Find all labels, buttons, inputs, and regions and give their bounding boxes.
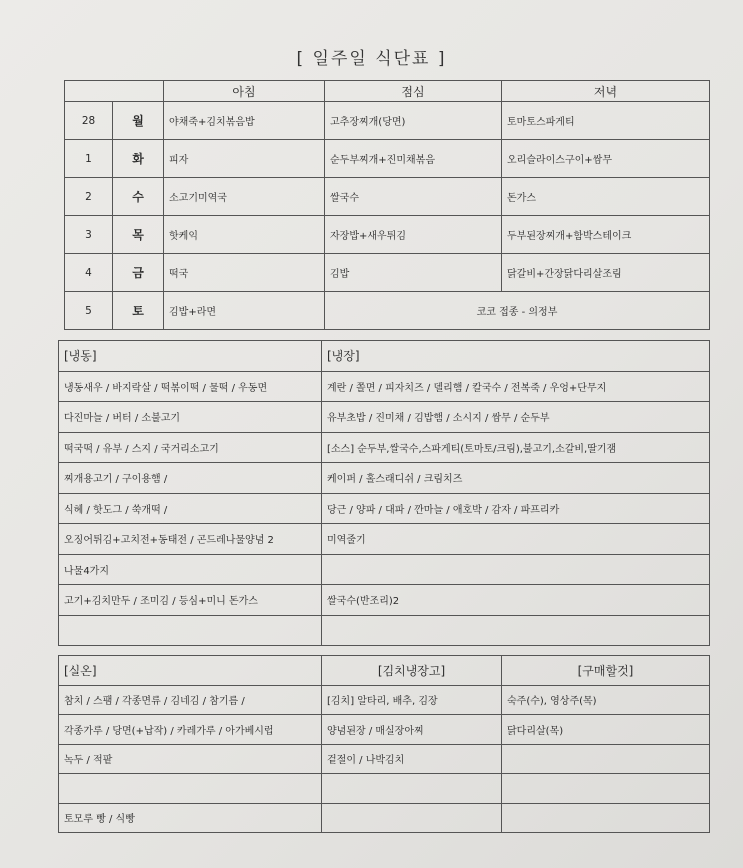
dinner-cell: 오리슬라이스구이+쌈무 bbox=[502, 140, 710, 178]
room-temp-item: 참치 / 스팸 / 각종면류 / 김네김 / 참기름 / bbox=[59, 685, 322, 715]
pantry-header-row bbox=[59, 656, 710, 686]
date-cell: 2 bbox=[65, 178, 113, 216]
shopping-item: 숙주(수), 영상주(목) bbox=[502, 685, 710, 715]
date-cell: 4 bbox=[65, 254, 113, 292]
breakfast-cell: 떡국 bbox=[164, 254, 325, 292]
storage-row bbox=[59, 493, 710, 524]
lunch-dinner-merged-cell: 코코 접종 - 의정부 bbox=[325, 292, 710, 330]
shopping-item: 닭다리살(목) bbox=[502, 715, 710, 745]
freezer-item: 떡국떡 / 유부 / 스지 / 국거리소고기 bbox=[59, 432, 322, 463]
weekday-cell: 목 bbox=[113, 216, 164, 254]
shopping-title: [구매할것] bbox=[502, 656, 710, 686]
freezer-item: 고기+김치만두 / 조미김 / 등심+미니 돈가스 bbox=[59, 585, 322, 616]
room-temp-item: 토모루 빵 / 식빵 bbox=[59, 803, 322, 833]
kimchi-item: [김치] 알타리, 배추, 김장 bbox=[322, 685, 502, 715]
pantry-row bbox=[59, 715, 710, 745]
lunch-cell: 순두부찌개+진미채볶음 bbox=[325, 140, 502, 178]
fridge-item: 유부초밥 / 진미채 / 김밥햄 / 소시지 / 쌈무 / 순두부 bbox=[322, 402, 710, 433]
kimchi-item bbox=[322, 774, 502, 804]
storage-row bbox=[59, 524, 710, 555]
shopping-item bbox=[502, 803, 710, 833]
storage-row bbox=[59, 463, 710, 494]
shopping-item bbox=[502, 774, 710, 804]
fridge-item: 케이퍼 / 홀스래디쉬 / 크림치즈 bbox=[322, 463, 710, 494]
freezer-item: 다진마늘 / 버터 / 소불고기 bbox=[59, 402, 322, 433]
weekday-cell: 토 bbox=[113, 292, 164, 330]
date-cell: 3 bbox=[65, 216, 113, 254]
date-cell: 1 bbox=[65, 140, 113, 178]
breakfast-cell: 피자 bbox=[164, 140, 325, 178]
date-cell: 28 bbox=[65, 102, 113, 140]
storage-row bbox=[59, 585, 710, 616]
breakfast-cell: 김밥+라면 bbox=[164, 292, 325, 330]
day-row bbox=[65, 102, 710, 140]
weekday-cell: 수 bbox=[113, 178, 164, 216]
lunch-cell: 자장밥+새우튀김 bbox=[325, 216, 502, 254]
fridge-item: 당근 / 양파 / 대파 / 깐마늘 / 애호박 / 감자 / 파프리카 bbox=[322, 493, 710, 524]
fridge-item bbox=[322, 554, 710, 585]
dinner-cell: 토마토스파게티 bbox=[502, 102, 710, 140]
weekly-meal-table bbox=[64, 80, 710, 330]
kimchi-item bbox=[322, 803, 502, 833]
fridge-item: [소스] 순두부,쌀국수,스파게티(토마토/크림),불고기,소갈비,딸기잼 bbox=[322, 432, 710, 463]
freezer-item bbox=[59, 615, 322, 646]
storage-header-row bbox=[59, 341, 710, 372]
freezer-item: 나물4가지 bbox=[59, 554, 322, 585]
fridge-item: 쌀국수(반조리)2 bbox=[322, 585, 710, 616]
breakfast-cell: 야채죽+김치볶음밥 bbox=[164, 102, 325, 140]
day-row bbox=[65, 216, 710, 254]
header-dinner: 저녁 bbox=[502, 81, 710, 102]
fridge-title: [냉장] bbox=[322, 341, 710, 372]
storage-row bbox=[59, 615, 710, 646]
meal-header-row bbox=[65, 81, 710, 102]
freezer-item: 식혜 / 핫도그 / 쑥개떡 / bbox=[59, 493, 322, 524]
storage-row bbox=[59, 402, 710, 433]
freezer-item: 오징어튀김+고치전+동태전 / 곤드레나물양념 2 bbox=[59, 524, 322, 555]
storage-row bbox=[59, 432, 710, 463]
pantry-table bbox=[58, 655, 710, 833]
dinner-cell: 두부된장찌개+함박스테이크 bbox=[502, 216, 710, 254]
day-row bbox=[65, 140, 710, 178]
weekday-cell: 화 bbox=[113, 140, 164, 178]
storage-row bbox=[59, 554, 710, 585]
shopping-item bbox=[502, 744, 710, 774]
dinner-cell: 닭갈비+간장닭다리살조림 bbox=[502, 254, 710, 292]
storage-row bbox=[59, 371, 710, 402]
room-temp-item bbox=[59, 774, 322, 804]
kimchi-fridge-title: [김치냉장고] bbox=[322, 656, 502, 686]
weekday-cell: 금 bbox=[113, 254, 164, 292]
room-temp-title: [실온] bbox=[59, 656, 322, 686]
weekday-cell: 월 bbox=[113, 102, 164, 140]
room-temp-item: 녹두 / 적팥 bbox=[59, 744, 322, 774]
day-row bbox=[65, 292, 710, 330]
pantry-row bbox=[59, 774, 710, 804]
room-temp-item: 각종가루 / 당면(+납작) / 카레가루 / 아가베시럽 bbox=[59, 715, 322, 745]
freezer-title: [냉동] bbox=[59, 341, 322, 372]
fridge-item bbox=[322, 615, 710, 646]
date-cell: 5 bbox=[65, 292, 113, 330]
breakfast-cell: 소고기미역국 bbox=[164, 178, 325, 216]
header-blank bbox=[65, 81, 164, 102]
storage-table bbox=[58, 340, 710, 646]
header-breakfast: 아침 bbox=[164, 81, 325, 102]
header-lunch: 점심 bbox=[325, 81, 502, 102]
fridge-item: 미역줄기 bbox=[322, 524, 710, 555]
kimchi-item: 겉절이 / 나박김치 bbox=[322, 744, 502, 774]
pantry-row bbox=[59, 744, 710, 774]
dinner-cell: 돈가스 bbox=[502, 178, 710, 216]
pantry-row bbox=[59, 685, 710, 715]
pantry-row bbox=[59, 803, 710, 833]
freezer-item: 냉동새우 / 바지락살 / 떡볶이떡 / 물떡 / 우동면 bbox=[59, 371, 322, 402]
lunch-cell: 쌀국수 bbox=[325, 178, 502, 216]
lunch-cell: 고추장찌개(당면) bbox=[325, 102, 502, 140]
kimchi-item: 양념된장 / 매실장아찌 bbox=[322, 715, 502, 745]
lunch-cell: 김밥 bbox=[325, 254, 502, 292]
freezer-item: 찌개용고기 / 구이용햄 / bbox=[59, 463, 322, 494]
breakfast-cell: 핫케익 bbox=[164, 216, 325, 254]
day-row bbox=[65, 254, 710, 292]
day-row bbox=[65, 178, 710, 216]
page-title: [ 일주일 식단표 ] bbox=[296, 49, 447, 69]
fridge-item: 계란 / 쫄면 / 피자치즈 / 델리햄 / 칼국수 / 전복죽 / 우엉+단무지 bbox=[322, 371, 710, 402]
